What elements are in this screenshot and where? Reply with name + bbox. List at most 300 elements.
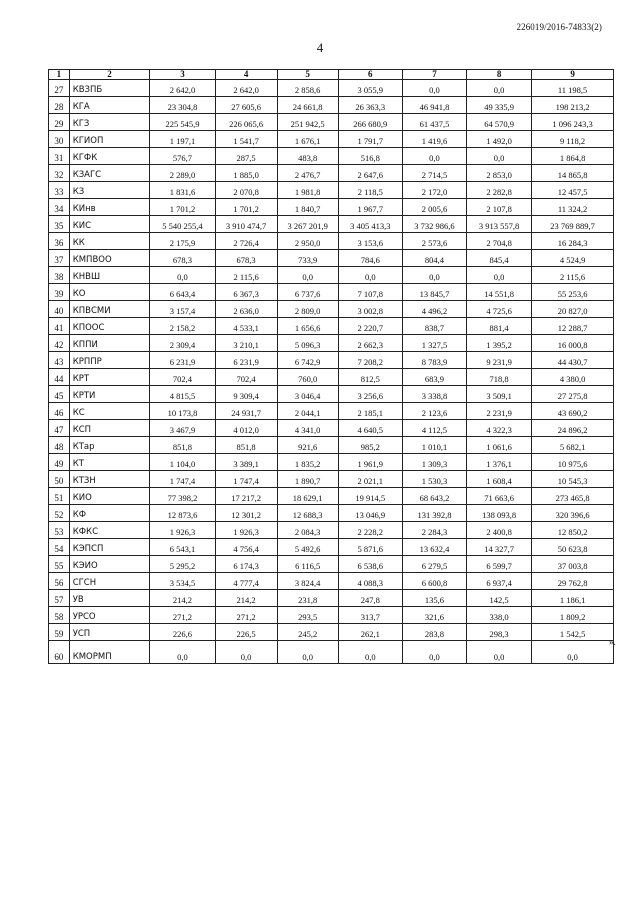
row-code-cell: КИС	[69, 216, 150, 233]
value-cell: 55 253,6	[532, 284, 614, 301]
row-number-cell: 38	[49, 267, 70, 284]
row-number-cell: 56	[49, 573, 70, 590]
value-cell: 5 682,1	[532, 437, 614, 454]
row-number-cell: 44	[49, 369, 70, 386]
value-cell: 4 112,5	[402, 420, 466, 437]
table-row	[49, 114, 614, 131]
table-row	[49, 233, 614, 250]
value-cell: 12 301,2	[215, 505, 277, 522]
value-cell: 1 809,2	[532, 607, 614, 624]
value-cell: 2 284,3	[402, 522, 466, 539]
value-cell: 2 647,6	[338, 165, 402, 182]
value-cell: 4 088,3	[338, 573, 402, 590]
value-cell: 245,2	[277, 624, 338, 641]
value-cell: 1 885,0	[215, 165, 277, 182]
row-number-cell: 36	[49, 233, 70, 250]
value-cell: 2 115,6	[215, 267, 277, 284]
value-cell: 733,9	[277, 250, 338, 267]
value-cell: 12 688,3	[277, 505, 338, 522]
row-code-cell: КТ	[69, 454, 150, 471]
row-number-cell: 54	[49, 539, 70, 556]
value-cell: 3 824,4	[277, 573, 338, 590]
page-number: 4	[316, 40, 324, 55]
value-cell: 1 926,3	[215, 522, 277, 539]
value-cell: 3 338,8	[402, 386, 466, 403]
table-row	[49, 471, 614, 488]
value-cell: 812,5	[338, 369, 402, 386]
value-cell: 576,7	[150, 148, 215, 165]
value-cell: 6 367,3	[215, 284, 277, 301]
value-cell: 135,6	[402, 590, 466, 607]
value-cell: 12 873,6	[150, 505, 215, 522]
closing-quote-mark: ».	[609, 637, 616, 647]
value-cell: 3 267 201,9	[277, 216, 338, 233]
document-id: 226019/2016-74833(2)	[516, 22, 602, 32]
row-number-cell: 28	[49, 97, 70, 114]
value-cell: 198 213,2	[532, 97, 614, 114]
value-cell: 1 981,8	[277, 182, 338, 199]
table-row	[49, 590, 614, 607]
table-row	[49, 539, 614, 556]
value-cell: 1 701,2	[215, 199, 277, 216]
value-cell: 11 324,2	[532, 199, 614, 216]
value-cell: 293,5	[277, 607, 338, 624]
value-cell: 1 096 243,3	[532, 114, 614, 131]
value-cell: 1 010,1	[402, 437, 466, 454]
value-cell: 1 395,2	[467, 335, 532, 352]
value-cell: 1 864,8	[532, 148, 614, 165]
value-cell: 0,0	[215, 641, 277, 664]
value-cell: 10 545,3	[532, 471, 614, 488]
row-number-cell: 57	[49, 590, 70, 607]
value-cell: 678,3	[150, 250, 215, 267]
row-code-cell: КППИ	[69, 335, 150, 352]
value-cell: 6 279,5	[402, 556, 466, 573]
value-cell: 27 605,6	[215, 97, 277, 114]
table-row	[49, 301, 614, 318]
value-cell: 6 742,9	[277, 352, 338, 369]
row-code-cell: КЭПСП	[69, 539, 150, 556]
value-cell: 2 714,5	[402, 165, 466, 182]
value-cell: 6 600,8	[402, 573, 466, 590]
value-cell: 5 096,3	[277, 335, 338, 352]
value-cell: 6 737,6	[277, 284, 338, 301]
value-cell: 4 322,3	[467, 420, 532, 437]
column-header: 3	[150, 70, 215, 80]
value-cell: 1 492,0	[467, 131, 532, 148]
value-cell: 1 530,3	[402, 471, 466, 488]
table-row	[49, 284, 614, 301]
row-number-cell: 45	[49, 386, 70, 403]
row-number-cell: 30	[49, 131, 70, 148]
value-cell: 1 608,4	[467, 471, 532, 488]
value-cell: 1 656,6	[277, 318, 338, 335]
row-code-cell: КГФК	[69, 148, 150, 165]
value-cell: 273 465,8	[532, 488, 614, 505]
row-number-cell: 49	[49, 454, 70, 471]
row-number-cell: 33	[49, 182, 70, 199]
value-cell: 61 437,5	[402, 114, 466, 131]
table-row	[49, 607, 614, 624]
value-cell: 77 398,2	[150, 488, 215, 505]
table-row	[49, 522, 614, 539]
value-cell: 2 642,0	[150, 80, 215, 97]
value-cell: 2 231,9	[467, 403, 532, 420]
value-cell: 19 914,5	[338, 488, 402, 505]
value-cell: 225 545,9	[150, 114, 215, 131]
value-cell: 881,4	[467, 318, 532, 335]
value-cell: 262,1	[338, 624, 402, 641]
table-header-row	[49, 70, 614, 80]
value-cell: 4 640,5	[338, 420, 402, 437]
value-cell: 321,6	[402, 607, 466, 624]
value-cell: 2 070,8	[215, 182, 277, 199]
value-cell: 142,5	[467, 590, 532, 607]
value-cell: 1 061,6	[467, 437, 532, 454]
value-cell: 10 975,6	[532, 454, 614, 471]
row-code-cell: КПООС	[69, 318, 150, 335]
row-code-cell: КФКС	[69, 522, 150, 539]
table-row	[49, 216, 614, 233]
row-code-cell: КО	[69, 284, 150, 301]
value-cell: 0,0	[467, 641, 532, 664]
row-code-cell: КЭИО	[69, 556, 150, 573]
row-code-cell: КРППР	[69, 352, 150, 369]
value-cell: 3 534,5	[150, 573, 215, 590]
value-cell: 0,0	[467, 267, 532, 284]
value-cell: 64 570,9	[467, 114, 532, 131]
value-cell: 24 661,8	[277, 97, 338, 114]
value-cell: 2 228,2	[338, 522, 402, 539]
value-cell: 26 363,3	[338, 97, 402, 114]
value-cell: 271,2	[215, 607, 277, 624]
value-cell: 3 405 413,3	[338, 216, 402, 233]
value-cell: 5 871,6	[338, 539, 402, 556]
value-cell: 2 005,6	[402, 199, 466, 216]
value-cell: 2 175,9	[150, 233, 215, 250]
value-cell: 2 123,6	[402, 403, 466, 420]
row-code-cell: КМОРМП	[69, 641, 150, 664]
value-cell: 6 538,6	[338, 556, 402, 573]
value-cell: 24 931,7	[215, 403, 277, 420]
value-cell: 1 376,1	[467, 454, 532, 471]
value-cell: 2 044,1	[277, 403, 338, 420]
value-cell: 12 288,7	[532, 318, 614, 335]
table-row	[49, 199, 614, 216]
row-number-cell: 39	[49, 284, 70, 301]
row-code-cell: КСП	[69, 420, 150, 437]
value-cell: 0,0	[150, 267, 215, 284]
value-cell: 1 542,5	[532, 624, 614, 641]
value-cell: 71 663,6	[467, 488, 532, 505]
value-cell: 838,7	[402, 318, 466, 335]
value-cell: 283,8	[402, 624, 466, 641]
table-row	[49, 267, 614, 284]
value-cell: 287,5	[215, 148, 277, 165]
column-header: 8	[467, 70, 532, 80]
value-cell: 1 541,7	[215, 131, 277, 148]
value-cell: 24 896,2	[532, 420, 614, 437]
value-cell: 1 197,1	[150, 131, 215, 148]
value-cell: 1 791,7	[338, 131, 402, 148]
row-number-cell: 60	[49, 641, 70, 664]
row-number-cell: 50	[49, 471, 70, 488]
row-number-cell: 48	[49, 437, 70, 454]
value-cell: 37 003,8	[532, 556, 614, 573]
table-row	[49, 505, 614, 522]
value-cell: 231,8	[277, 590, 338, 607]
value-cell: 2 662,3	[338, 335, 402, 352]
column-header: 9	[532, 70, 614, 80]
value-cell: 0,0	[532, 641, 614, 664]
value-cell: 2 858,6	[277, 80, 338, 97]
value-cell: 2 172,0	[402, 182, 466, 199]
row-number-cell: 32	[49, 165, 70, 182]
row-number-cell: 46	[49, 403, 70, 420]
value-cell: 2 158,2	[150, 318, 215, 335]
value-cell: 271,2	[150, 607, 215, 624]
value-cell: 1 186,1	[532, 590, 614, 607]
value-cell: 3 509,1	[467, 386, 532, 403]
value-cell: 18 629,1	[277, 488, 338, 505]
value-cell: 845,4	[467, 250, 532, 267]
value-cell: 851,8	[150, 437, 215, 454]
table-row	[49, 403, 614, 420]
row-number-cell: 43	[49, 352, 70, 369]
value-cell: 16 284,3	[532, 233, 614, 250]
value-cell: 2 726,4	[215, 233, 277, 250]
value-cell: 5 540 255,4	[150, 216, 215, 233]
value-cell: 12 850,2	[532, 522, 614, 539]
table-row	[49, 369, 614, 386]
value-cell: 3 732 986,6	[402, 216, 466, 233]
value-cell: 3 153,6	[338, 233, 402, 250]
value-cell: 3 055,9	[338, 80, 402, 97]
value-cell: 2 084,3	[277, 522, 338, 539]
value-cell: 226 065,6	[215, 114, 277, 131]
value-cell: 0,0	[277, 267, 338, 284]
value-cell: 43 690,2	[532, 403, 614, 420]
value-cell: 8 783,9	[402, 352, 466, 369]
row-number-cell: 42	[49, 335, 70, 352]
column-header: 4	[215, 70, 277, 80]
table-row	[49, 80, 614, 97]
value-cell: 214,2	[215, 590, 277, 607]
column-header: 7	[402, 70, 466, 80]
value-cell: 4 380,0	[532, 369, 614, 386]
value-cell: 483,8	[277, 148, 338, 165]
value-cell: 7 107,8	[338, 284, 402, 301]
value-cell: 320 396,6	[532, 505, 614, 522]
value-cell: 2 704,8	[467, 233, 532, 250]
value-cell: 0,0	[338, 641, 402, 664]
value-cell: 0,0	[338, 267, 402, 284]
value-cell: 68 643,2	[402, 488, 466, 505]
value-cell: 2 185,1	[338, 403, 402, 420]
value-cell: 338,0	[467, 607, 532, 624]
value-cell: 1 309,3	[402, 454, 466, 471]
value-cell: 16 000,8	[532, 335, 614, 352]
value-cell: 1 890,7	[277, 471, 338, 488]
row-number-cell: 58	[49, 607, 70, 624]
row-number-cell: 51	[49, 488, 70, 505]
table-row	[49, 420, 614, 437]
row-code-cell: КПВСМИ	[69, 301, 150, 318]
value-cell: 0,0	[467, 80, 532, 97]
value-cell: 2 021,1	[338, 471, 402, 488]
table-row	[49, 97, 614, 114]
row-number-cell: 34	[49, 199, 70, 216]
value-cell: 3 157,4	[150, 301, 215, 318]
value-cell: 6 174,3	[215, 556, 277, 573]
value-cell: 14 865,8	[532, 165, 614, 182]
value-cell: 9 231,9	[467, 352, 532, 369]
value-cell: 784,6	[338, 250, 402, 267]
row-code-cell: КТар	[69, 437, 150, 454]
value-cell: 2 115,6	[532, 267, 614, 284]
row-code-cell: КИО	[69, 488, 150, 505]
row-code-cell: УРСО	[69, 607, 150, 624]
table-row	[49, 318, 614, 335]
value-cell: 1 961,9	[338, 454, 402, 471]
value-cell: 12 457,5	[532, 182, 614, 199]
value-cell: 3 910 474,7	[215, 216, 277, 233]
value-cell: 1 747,4	[150, 471, 215, 488]
value-cell: 214,2	[150, 590, 215, 607]
table-row	[49, 488, 614, 505]
value-cell: 29 762,8	[532, 573, 614, 590]
value-cell: 251 942,5	[277, 114, 338, 131]
table-row	[49, 454, 614, 471]
value-cell: 6 116,5	[277, 556, 338, 573]
value-cell: 1 104,0	[150, 454, 215, 471]
value-cell: 6 937,4	[467, 573, 532, 590]
table-row	[49, 250, 614, 267]
table-row	[49, 556, 614, 573]
value-cell: 0,0	[402, 148, 466, 165]
value-cell: 2 289,0	[150, 165, 215, 182]
row-code-cell: КФ	[69, 505, 150, 522]
row-code-cell: КГА	[69, 97, 150, 114]
value-cell: 516,8	[338, 148, 402, 165]
column-header: 1	[49, 70, 70, 80]
row-number-cell: 35	[49, 216, 70, 233]
value-cell: 1 327,5	[402, 335, 466, 352]
value-cell: 4 815,5	[150, 386, 215, 403]
row-code-cell: КЗАГС	[69, 165, 150, 182]
value-cell: 5 295,2	[150, 556, 215, 573]
value-cell: 9 118,2	[532, 131, 614, 148]
value-cell: 10 173,8	[150, 403, 215, 420]
value-cell: 2 107,8	[467, 199, 532, 216]
value-cell: 266 680,9	[338, 114, 402, 131]
row-number-cell: 40	[49, 301, 70, 318]
value-cell: 3 467,9	[150, 420, 215, 437]
value-cell: 2 282,8	[467, 182, 532, 199]
value-cell: 4 533,1	[215, 318, 277, 335]
value-cell: 0,0	[277, 641, 338, 664]
value-cell: 0,0	[402, 80, 466, 97]
value-cell: 6 231,9	[215, 352, 277, 369]
row-code-cell: КРТИ	[69, 386, 150, 403]
value-cell: 13 845,7	[402, 284, 466, 301]
value-cell: 1 840,7	[277, 199, 338, 216]
value-cell: 27 275,8	[532, 386, 614, 403]
value-cell: 2 573,6	[402, 233, 466, 250]
value-cell: 1 701,2	[150, 199, 215, 216]
table-row	[49, 148, 614, 165]
row-code-cell: КРТ	[69, 369, 150, 386]
row-code-cell: КК	[69, 233, 150, 250]
value-cell: 4 341,0	[277, 420, 338, 437]
value-cell: 3 210,1	[215, 335, 277, 352]
row-code-cell: КВЗПБ	[69, 80, 150, 97]
value-cell: 3 046,4	[277, 386, 338, 403]
value-cell: 6 599,7	[467, 556, 532, 573]
value-cell: 1 747,4	[215, 471, 277, 488]
value-cell: 138 093,8	[467, 505, 532, 522]
value-cell: 0,0	[150, 641, 215, 664]
value-cell: 1 926,3	[150, 522, 215, 539]
value-cell: 2 950,0	[277, 233, 338, 250]
value-cell: 17 217,2	[215, 488, 277, 505]
value-cell: 4 524,9	[532, 250, 614, 267]
row-code-cell: КГИОП	[69, 131, 150, 148]
value-cell: 2 400,8	[467, 522, 532, 539]
value-cell: 921,6	[277, 437, 338, 454]
value-cell: 1 676,1	[277, 131, 338, 148]
value-cell: 1 419,6	[402, 131, 466, 148]
value-cell: 2 118,5	[338, 182, 402, 199]
value-cell: 678,3	[215, 250, 277, 267]
value-cell: 14 327,7	[467, 539, 532, 556]
value-cell: 1 835,2	[277, 454, 338, 471]
value-cell: 50 623,8	[532, 539, 614, 556]
value-cell: 851,8	[215, 437, 277, 454]
column-header: 6	[338, 70, 402, 80]
value-cell: 1 967,7	[338, 199, 402, 216]
row-number-cell: 29	[49, 114, 70, 131]
value-cell: 4 756,4	[215, 539, 277, 556]
value-cell: 2 220,7	[338, 318, 402, 335]
value-cell: 702,4	[215, 369, 277, 386]
table-row	[49, 182, 614, 199]
value-cell: 3 913 557,8	[467, 216, 532, 233]
row-number-cell: 55	[49, 556, 70, 573]
value-cell: 11 198,5	[532, 80, 614, 97]
column-header: 2	[69, 70, 150, 80]
value-cell: 0,0	[402, 267, 466, 284]
value-cell: 14 551,8	[467, 284, 532, 301]
budget-table	[48, 69, 614, 664]
value-cell: 683,9	[402, 369, 466, 386]
value-cell: 804,4	[402, 250, 466, 267]
table-row	[49, 573, 614, 590]
value-cell: 23 769 889,7	[532, 216, 614, 233]
table-row	[49, 352, 614, 369]
value-cell: 226,6	[150, 624, 215, 641]
row-code-cell: КС	[69, 403, 150, 420]
table-row	[49, 335, 614, 352]
value-cell: 1 831,6	[150, 182, 215, 199]
value-cell: 313,7	[338, 607, 402, 624]
value-cell: 2 642,0	[215, 80, 277, 97]
value-cell: 5 492,6	[277, 539, 338, 556]
value-cell: 13 632,4	[402, 539, 466, 556]
row-code-cell: КЗ	[69, 182, 150, 199]
row-code-cell: КНВШ	[69, 267, 150, 284]
value-cell: 985,2	[338, 437, 402, 454]
